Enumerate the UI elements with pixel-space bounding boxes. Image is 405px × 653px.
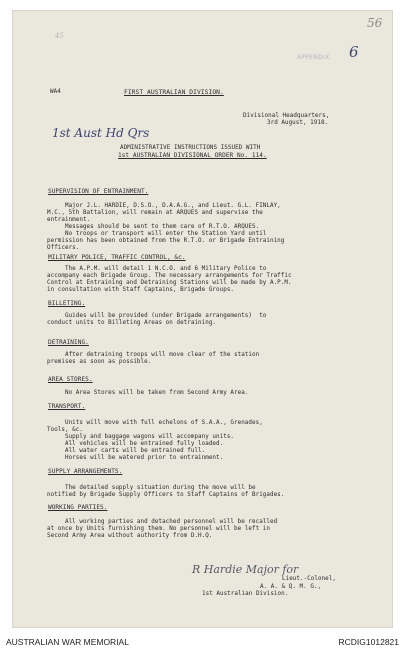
section-title-transport: TRANSPORT. xyxy=(48,403,86,410)
appendix-number: 6 xyxy=(349,43,359,61)
section-line: conduct units to Billeting Areas on detraining. xyxy=(47,320,217,326)
appendix-stamp: APPENDIX xyxy=(297,54,330,61)
section-line: Officers. xyxy=(47,245,80,251)
document-page xyxy=(12,10,393,628)
section-line: No troops or transport will enter the Station Yard until xyxy=(47,231,267,237)
section-line: After detraining troops will move clear of the station xyxy=(47,352,260,358)
signatory-formation: 1st Australian Division. xyxy=(202,591,289,597)
document-title: FIRST AUSTRALIAN DIVISION. xyxy=(124,89,224,96)
section-line: Second Army Area without authority from D.H.Q. xyxy=(47,533,213,539)
signatory-appointment: A. A. & Q. M. G., xyxy=(260,584,322,590)
section-title-supervision: SUPERVISION OF ENTRAINMENT. xyxy=(48,188,149,195)
section-line: All working parties and detached personnel will be recalled xyxy=(47,519,278,525)
section-line: entrainment. xyxy=(47,217,91,223)
section-title-working-parties: WORKING PARTIES. xyxy=(48,504,108,511)
signature: R Hardie Major for xyxy=(192,563,299,576)
section-line: premises as soon as possible. xyxy=(47,359,152,365)
section-line: Supply and baggage wagons will accompany units. xyxy=(47,434,235,440)
war-reference: WA4 xyxy=(50,89,61,95)
section-title-detraining: DETRAINING. xyxy=(48,339,89,346)
section-title-billeting: BILLETING. xyxy=(48,300,86,307)
section-line: notified by Brigade Supply Officers to Staff Captains of Brigades. xyxy=(47,492,285,498)
section-line: No Area Stores will be taken from Second Army Area. xyxy=(47,390,249,396)
section-title-military-police: MILITARY POLICE, TRAFFIC CONTROL, &c. xyxy=(48,254,186,261)
heading-line-2: 1st AUSTRALIAN DIVISIONAL ORDER No. 114. xyxy=(118,152,267,159)
section-line: Units will move with full echelons of S.A.A., Grenades, xyxy=(47,420,263,426)
section-line: Major J.L. HARDIE, D.S.O., D.A.A.G., and Lieut. G.L. FINLAY, xyxy=(47,203,281,209)
pencil-mark-left: 45 xyxy=(55,32,64,40)
footer-source: AUSTRALIAN WAR MEMORIAL xyxy=(6,637,129,647)
section-line: All vehicles will be entrained fully loaded. xyxy=(47,441,224,447)
page-number-pencil: 56 xyxy=(367,16,383,30)
signatory-rank: Lieut.-Colonel, xyxy=(282,576,336,582)
section-line: All water carts will be entrained full. xyxy=(47,448,206,454)
date-line: 3rd August, 1918. xyxy=(267,120,329,126)
hq-line: Divisional Headquarters, xyxy=(243,113,330,119)
footer-reference: RCDIG1012821 xyxy=(338,637,399,647)
section-line: Control at Entraining and Detraining Stations will be made by A.P.M. xyxy=(47,280,292,286)
section-line: The A.P.M. will detail 1 N.C.O. and 6 Military Police to xyxy=(47,266,267,272)
section-title-area-stores: AREA STORES. xyxy=(48,376,93,383)
section-line: accompany each Brigade Group. The necessary arrangements for Traffic xyxy=(47,273,292,279)
section-line: in consultation with Staff Captains, Brigade Groups. xyxy=(47,287,235,293)
section-line: Guides will be provided (under Brigade arrangements) to xyxy=(47,313,267,319)
section-line: Tools, &c. xyxy=(47,427,83,433)
section-title-supply: SUPPLY ARRANGEMENTS. xyxy=(48,468,123,475)
section-line: at once by Units furnishing them. No personnel will be left in xyxy=(47,526,270,532)
heading-line-1: ADMINISTRATIVE INSTRUCTIONS ISSUED WITH xyxy=(120,145,261,151)
section-line: Horses will be watered prior to entrainment. xyxy=(47,455,224,461)
section-line: permission has been obtained from the R.T.O. or Brigade Entraining xyxy=(47,238,285,244)
section-line: Messages should be sent to them care of R.T.O. ARQUES. xyxy=(47,224,260,230)
handwritten-note: 1st Aust Hd Qrs xyxy=(52,126,150,140)
section-line: The detailed supply situation during the move will be xyxy=(47,485,256,491)
section-line: M.C., 5th Battalion, will remain at ARQUES and supervise the xyxy=(47,210,263,216)
